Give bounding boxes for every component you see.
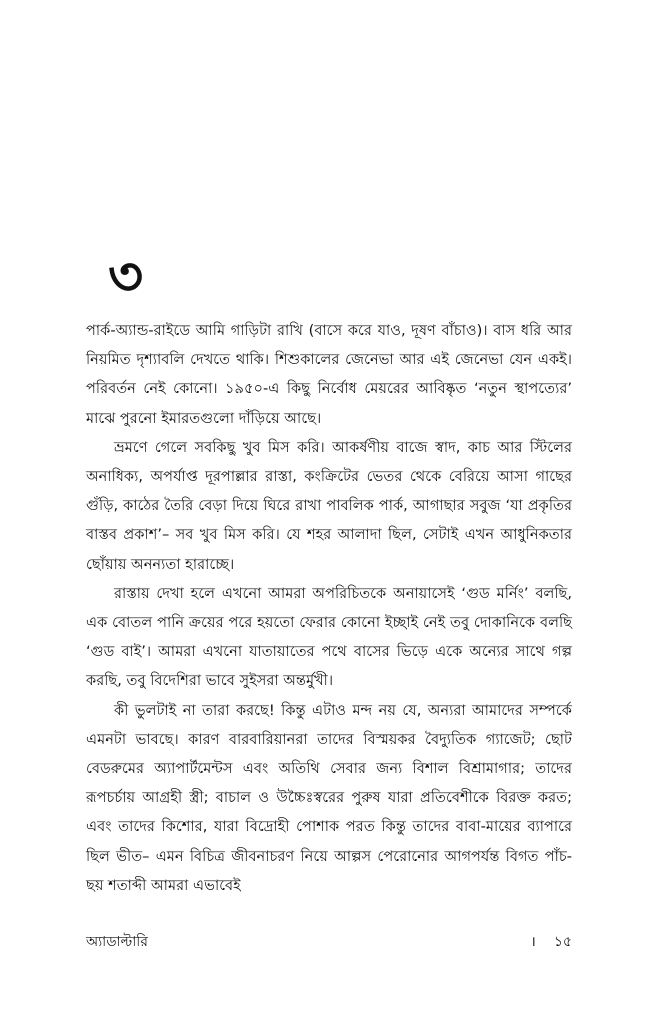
paragraph-3: রাস্তায় দেখা হলে এখনো আমরা অপরিচিতকে অনায়াসেই ‘গুড মর্নিং’ বলছি, এক বোতল পানি ক্রয়ের পরে হয়তো ফেরার কোনো ইচ্ছাই নেই তবু দোকানিকে বলছি ‘গুড বাই’। আমরা এখনো যাতায়াতের পথে বাসের ভিড়ে একে অন্যের সাথে গল্প করছি, তবু বিদেশিরা ভাবে সুইসরা অন্তর্মুখী। xyxy=(86,584,572,690)
paragraph-1: পার্ক-অ্যান্ড-রাইডে আমি গাড়িটা রাখি (বাসে করে যাও, দূষণ বাঁচাও)। বাস ধরি আর নিয়মিত দৃশ্যাবলি দেখতে থাকি। শিশুকালের জেনেভা আর এই জেনেভা যেন একই। পরিবর্তন নেই কোনো। ১৯৫০-এ কিছু নির্বোধ মেয়রের আবিষ্কৃত ‘নতুন স্থাপত্যের’ মাঝে পুরনো ইমারতগুলো দাঁড়িয়ে আছে। xyxy=(86,322,572,427)
body-text xyxy=(86,316,572,900)
running-title: অ্যাডাল্টারি xyxy=(86,934,148,950)
footer-page-info xyxy=(531,930,572,954)
page-number: ১৫ xyxy=(553,934,572,950)
paragraph-4: কী ভুলটাই না তারা করছে! কিন্তু এটাও মন্দ নয় যে, অন্যরা আমাদের সম্পর্কে এমনটা ভাবছে। কারণ বারবারিয়ানরা তাদের বিস্ময়কর বৈদ্যুতিক গ্যাজেট; ছোট বেডরুমের অ্যাপার্টমেন্টস এবং অতিথি সেবার জন্য বিশাল বিশ্রামাগার; তাদের রূপচর্চায় আগ্রহী স্ত্রী; বাচাল ও উচ্চৈঃস্বরের পুরুষ যারা প্রতিবেশীকে বিরক্ত করত; এবং তাদের কিশোর, যারা বিদ্রোহী পোশাক পরত কিন্তু তাদের বাবা-মায়ের ব্যাপারে ছিল ভীত– এমন বিচিত্র জীবনাচরণ নিয়ে আল্পস পেরোনোর আগপর্যন্ত বিগত পাঁচ-ছয় শতাব্দী আমরা এভাবেই xyxy=(86,701,572,894)
footer-separator: । xyxy=(530,934,536,950)
page-footer xyxy=(86,930,572,954)
paragraph-2: ভ্রমণে গেলে সবকিছু খুব মিস করি। আকর্ষণীয় বাজে স্বাদ, কাচ আর স্টিলের অনাধিক্য, অপর্যাপ্ত দূরপাল্লার রাস্তা, কংক্রিটের ভেতর থেকে বেরিয়ে আসা গাছের গুঁড়ি, কাঠের তৈরি বেড়া দিয়ে ঘিরে রাখা পাবলিক পার্ক, আগাছার সবুজ ‘যা প্রকৃতির বাস্তব প্রকাশ’– সব খুব মিস করি। যে শহর আলাদা ছিল, সেটাই এখন আধুনিকতার ছোঁয়ায় অনন্যতা হারাচ্ছে। xyxy=(86,438,572,573)
chapter-number: ৩ xyxy=(108,245,144,308)
